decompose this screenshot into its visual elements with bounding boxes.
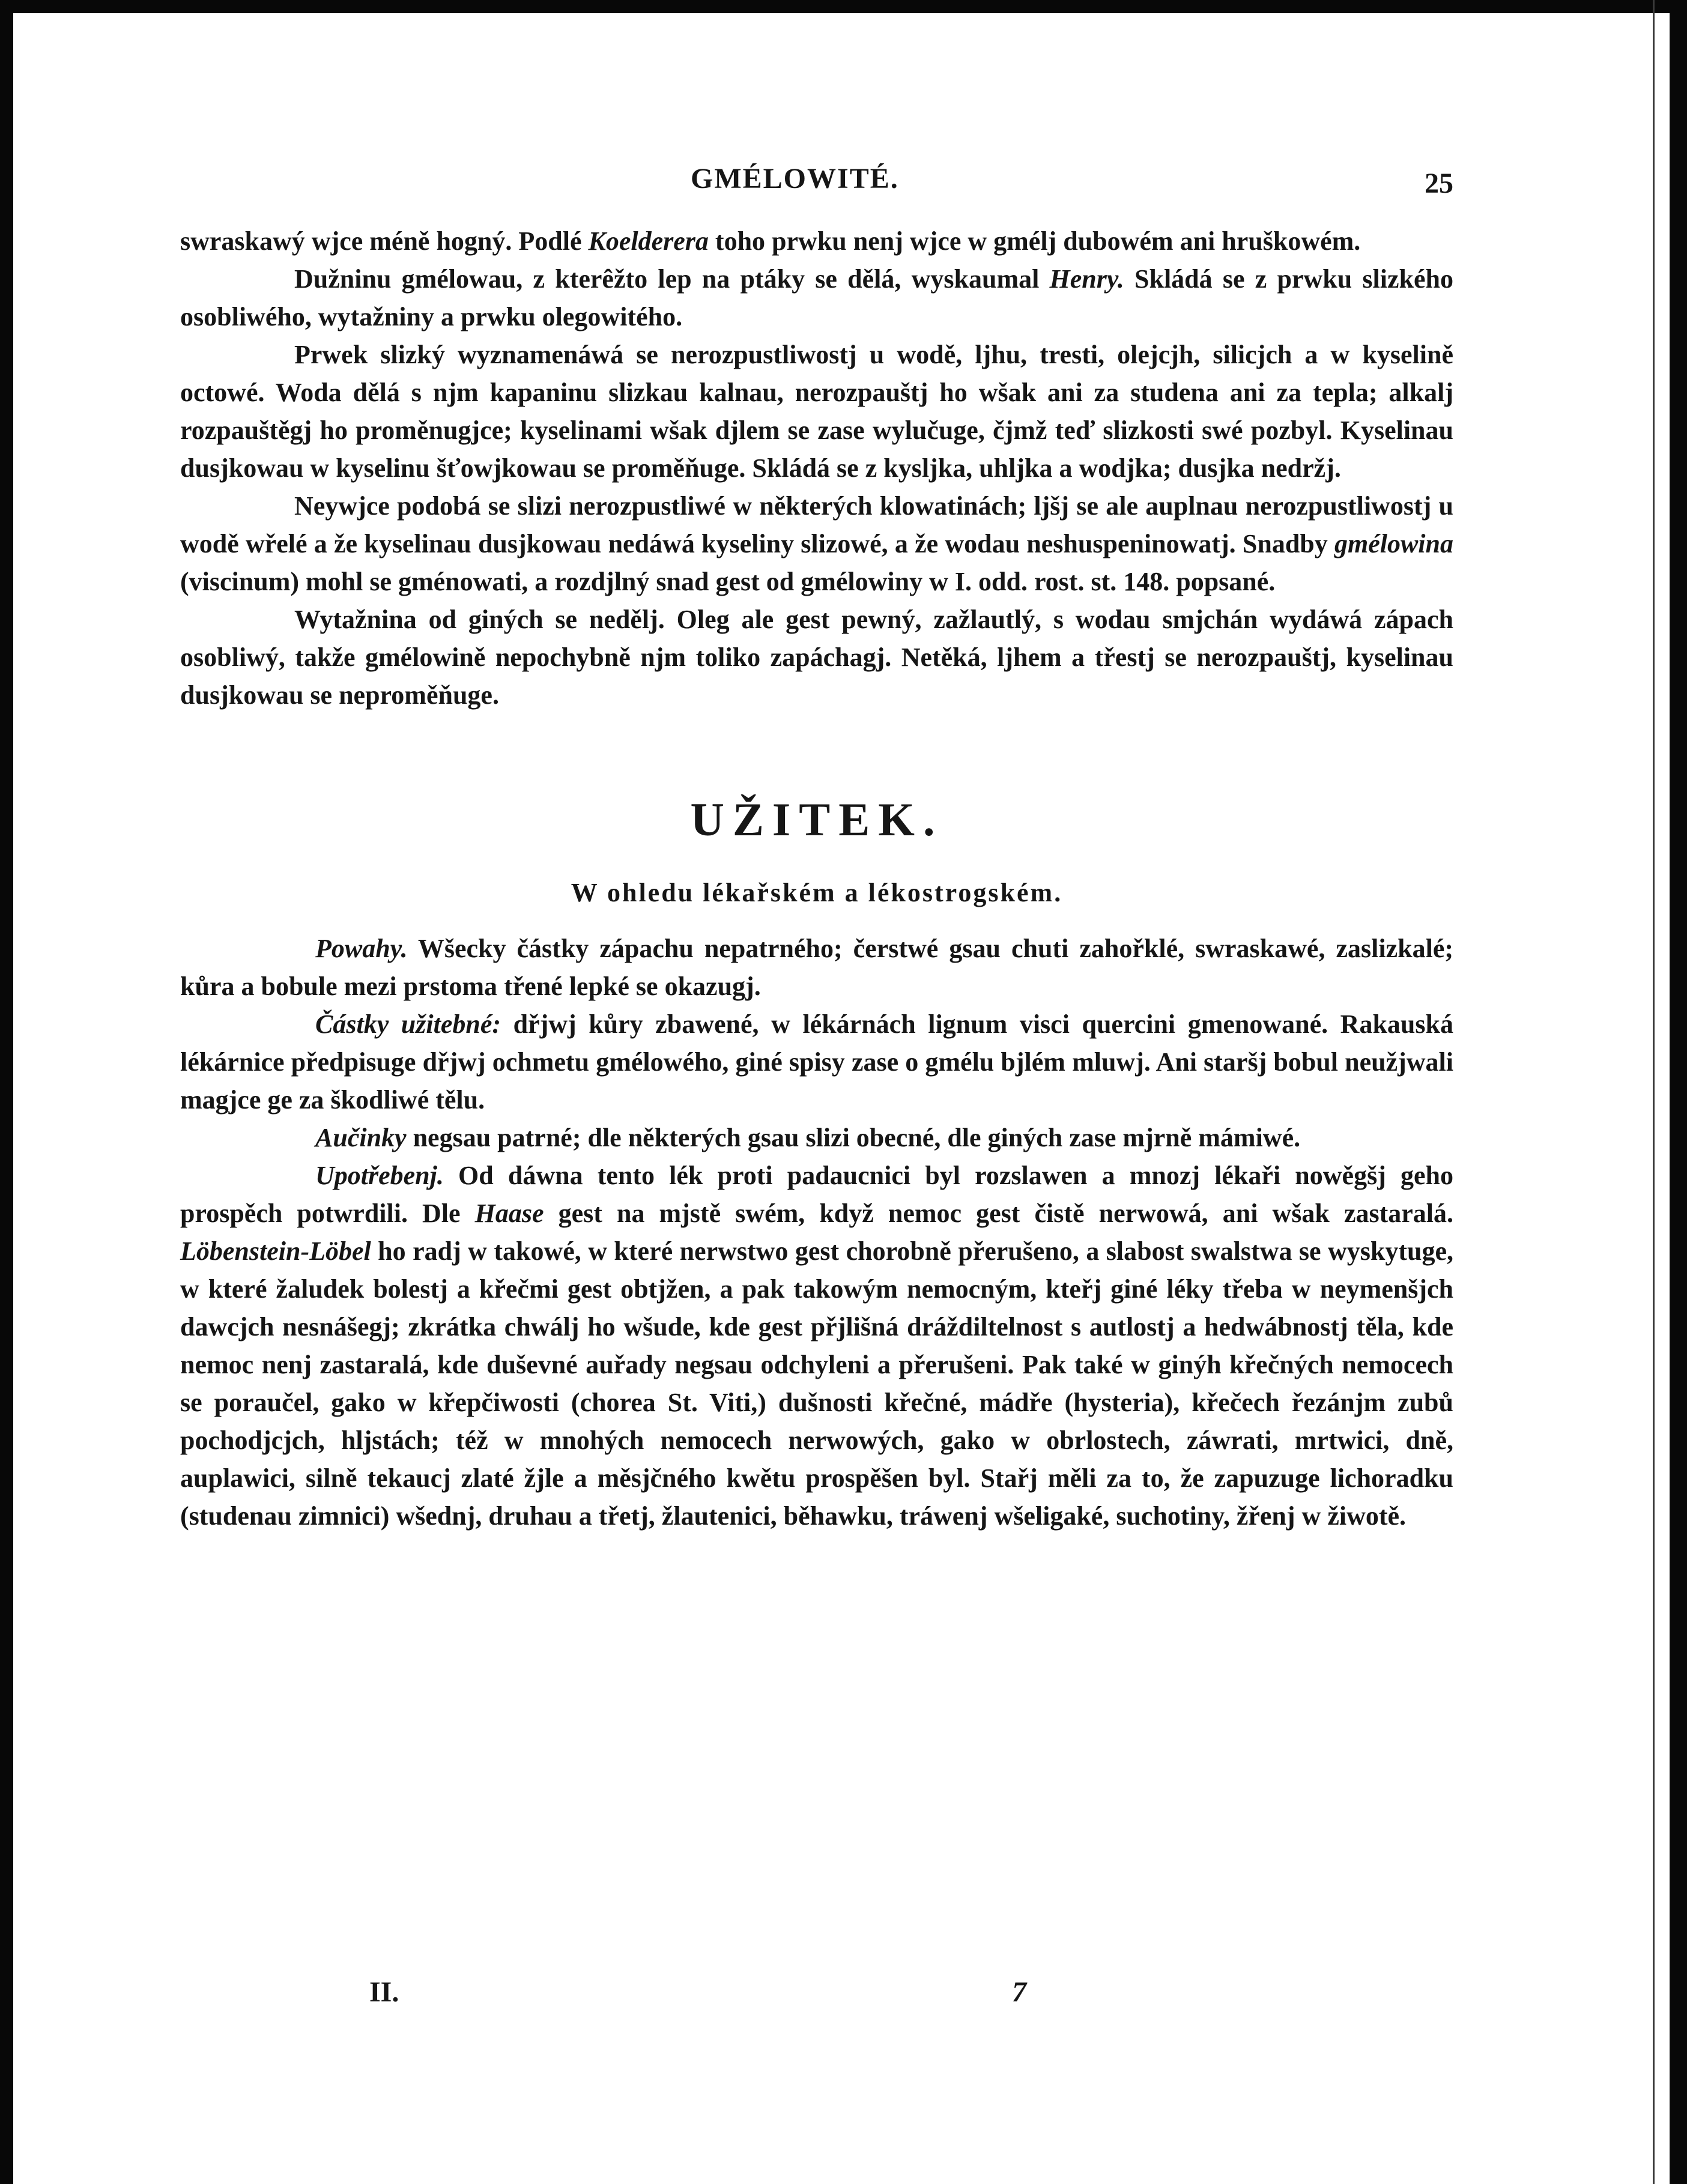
paragraph xyxy=(180,930,1453,1005)
paragraph xyxy=(180,260,1453,336)
italic-term: Aučinky xyxy=(315,1123,407,1152)
text-run: swraskawý wjce méně hogný. Podlé xyxy=(180,226,589,256)
text-run: Prwek slizký wyznamenáwá se nerozpustliwostj u wodě, ljhu, tresti, olejcjh, silicjch a w kyselině octowé. Woda dělá s njm kapaninu slizkau kalnau, nerozpauštj ho wšak ani za studena ani za tepla; alkalj rozpauštěgj ho proměnugjce; kyselinami wšak djlem se zase wylučuge, čjmž teď slizkosti swé pozbyl. Kyselinau dusjkowau w kyselinu šťowjkowau se proměňuge. Skládá se z kysljka, uhljka a wodjka; dusjka nedržj. xyxy=(180,340,1453,483)
text-run: Wšecky částky zápachu nepatrného; čerstwé gsau chuti zahořklé, swraskawé, zaslizkalé; kůra a bobule mezi prstoma třené lepké se okazugj. xyxy=(180,934,1453,1001)
italic-term: Powahy. xyxy=(315,934,408,963)
scan-border-right xyxy=(1670,0,1687,2184)
paragraph xyxy=(180,487,1453,600)
text-run: toho prwku nenj wjce w gmélj dubowém ani hruškowém. xyxy=(708,226,1361,256)
body-text xyxy=(180,222,1453,1535)
text-run: Neywjce podobá se slizi nerozpustliwé w některých klowatinách; ljšj se ale auplnau nerozpustliwostj u wodě wřelé a že kyselinau dusjkowau nedáwá kyseliny slizowé, a že wodau neshuspeninowatj. Snadby xyxy=(180,491,1453,558)
paragraph xyxy=(180,336,1453,487)
running-head xyxy=(180,162,1453,198)
page-number: 25 xyxy=(1425,168,1453,199)
running-title: GMÉLOWITÉ. xyxy=(691,163,899,195)
text-run: Wytažnina od giných se nedělj. Oleg ale gest pewný, zažlautlý, s wodau smjchán wydáwá zápach osobliwý, takže gmélowině nepochybně njm toliko zapáchagj. Netěká, ljhem a třestj se nerozpauštj, kyselinau dusjkowau se neproměňuge. xyxy=(180,605,1453,710)
paragraph xyxy=(180,222,1453,260)
paragraph xyxy=(180,600,1453,714)
scan-border-left xyxy=(0,0,13,2184)
italic-term: Löbenstein-Löbel xyxy=(180,1236,371,1266)
paragraph xyxy=(180,1005,1453,1119)
sheet-number: 7 xyxy=(1012,1976,1026,2008)
signature-mark: II. xyxy=(369,1976,399,2008)
paragraph xyxy=(180,1119,1453,1157)
italic-term: Haase xyxy=(474,1199,544,1228)
text-run: Dužninu gmélowau, z kterêžto lep na ptáky se dělá, wyskaumal xyxy=(294,264,1050,294)
section-heading: UŽITEK. xyxy=(690,793,943,845)
section-subheading: W ohledu lékařském a lékostrogském. xyxy=(571,878,1063,907)
paragraph xyxy=(180,1157,1453,1535)
text-run: ho radj w takowé, w které nerwstwo gest chorobně přerušeno, a slabost swalstwa se wyskytuge, w které žaludek bolestj a křečmi gest obtjžen, a pak takowým nemocným, kteřj giné léky třeba w neymenšjch dawcjch nesnášegj; zkrátka chwálj ho wšude, kde gest přjlišná dráždiltelnost s autlostj a hedwábnostj těla, kde nemoc nenj zastaralá, kde duševné auřady negsau odchyleni a přerušeni. Pak také w ginýh křečných nemocech se poraučel, gako w křepčiwosti (chorea St. Viti,) dušnosti křečné, mádře (hysteria), křečech řezánjm zubů pochodjcjch, hljstách; též w mnohých nemocech nerwowých, gako w obrlostech, záwrati, mrtwici, dně, auplawici, silně tekaucj zlaté žjle a měsjčného kwětu prospěšen byl. Stařj měli za to, že zapuzuge lichoradku (studenau zimnici) wšednj, druhau a třetj, žlautenici, běhawku, tráwenj wšeligaké, suchotiny, žřenj w žiwotě. xyxy=(180,1236,1453,1531)
text-run: dřjwj kůry zbawené, w lékárnách lignum visci quercini gmenowané. Rakauská lékárnice předpisuge dřjwj ochmetu gmélowého, giné spisy zase o gmélu bjlém mluwj. Ani staršj bobul neužjwali magjce ge za škodliwé tělu. xyxy=(180,1009,1453,1115)
text-run: gest na mjstě swém, když nemoc gest čistě nerwowá, ani wšak zastaralá. xyxy=(544,1199,1454,1228)
text-run: Skládá se z prwku slizkého osobliwého, wytažniny a prwku olegowitého. xyxy=(180,264,1453,331)
text-run: negsau patrné; dle některých gsau slizi obecné, dle giných zase mjrně mámiwé. xyxy=(406,1123,1301,1152)
italic-term: Henry. xyxy=(1049,264,1124,294)
text-run: (viscinum) mohl se gménowati, a rozdjlný snad gest od gmélowiny w I. odd. rost. st. 148. popsané. xyxy=(180,567,1276,596)
scan-page-edge xyxy=(1653,0,1655,2184)
italic-term: Koelderera xyxy=(588,226,709,256)
italic-term: Upotřebenj. xyxy=(315,1161,444,1190)
italic-term: gmélowina xyxy=(1334,529,1453,558)
book-page xyxy=(180,0,1453,2184)
italic-term: Částky užitebné: xyxy=(315,1009,501,1039)
text-run: Od dáwna tento lék proti padaucnici byl rozslawen a mnozj lékaři nowěgšj geho prospěch potwrdili. Dle xyxy=(180,1161,1453,1228)
